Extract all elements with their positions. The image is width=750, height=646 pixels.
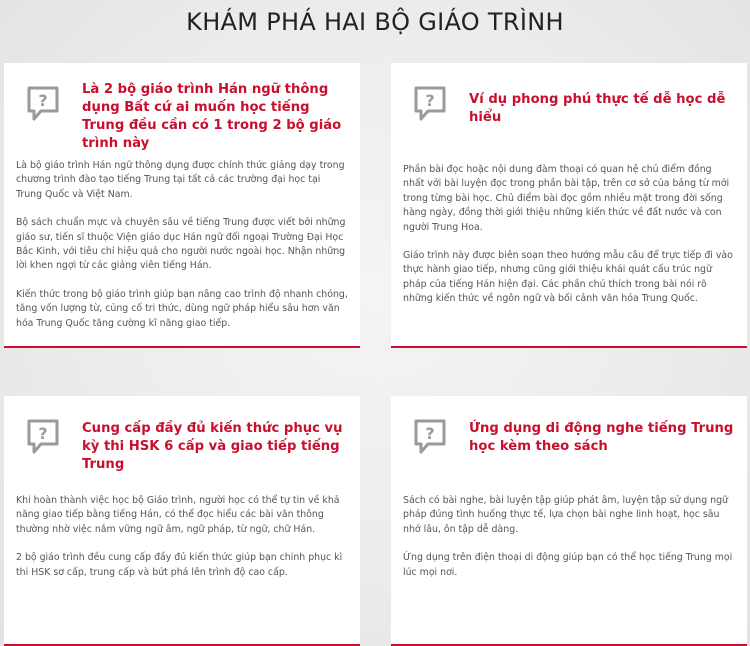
svg-text:?: ? [425, 424, 435, 443]
feature-card-4 [391, 396, 747, 646]
svg-text:?: ? [425, 91, 435, 110]
feature-card-1 [4, 63, 360, 348]
card-header [413, 81, 737, 127]
card-paragraph: Giáo trình này được biên soạn theo hướng mẫu câu để trực tiếp đi vào thực hành giao tiếp, nhưng cũng giới thiệu khái quát cấu trúc ngữ pháp của tiếng Hán hiện đại. Các phần chú thích trong bài nói rõ những kiến thức về ngôn ngữ và bối cảnh văn hóa Trung Quốc. [403, 250, 733, 305]
page-title: KHÁM PHÁ HAI BỘ GIÁO TRÌNH [186, 8, 564, 36]
card-header [26, 414, 350, 474]
question-chat-icon [413, 418, 447, 456]
card-header [413, 414, 737, 456]
feature-card-3 [4, 396, 360, 646]
card-body [403, 163, 735, 321]
question-chat-icon [26, 418, 60, 456]
card-paragraph: Kiến thức trong bộ giáo trình giúp bạn nâng cao trình độ nhanh chóng, tăng vốn lượng từ, củng cố tri thức, dùng ngữ pháp hiểu sâu hơn văn hóa Trung Quốc tăng cường kĩ năng giao tiếp. [16, 288, 348, 329]
card-title: Là 2 bộ giáo trình Hán ngữ thông dụng Bất cứ ai muốn học tiếng Trung đều cần có 1 trong 2 bộ giáo trình này [82, 82, 342, 151]
card-paragraph: Phần bài đọc hoặc nội dung đàm thoại có quan hệ chủ điểm đồng nhất với bài luyện đọc trong phần bài tập, trên cơ sở của bảng từ mới trong từng bài học. Chủ điểm bài đọc gồm nhiều mặt trong đời sống hàng ngày, đồng thời giới thiệu những kiến thức về đất nước và con người Trung Hoa. [403, 164, 730, 233]
card-title: Cung cấp đầy đủ kiến thức phục vụ kỳ thi HSK 6 cấp và giao tiếp tiếng Trung [82, 421, 343, 472]
card-title: Ví dụ phong phú thực tế dễ học dễ hiểu [469, 92, 726, 125]
card-paragraph: Sách có bài nghe, bài luyện tập giúp phát âm, luyện tập sử dụng ngữ pháp đúng tình huống thực tế, lựa chọn bài nghe linh hoạt, học sâu nhớ lâu, ôn tập dễ dàng. [403, 495, 729, 535]
card-paragraph: 2 bộ giáo trình đều cung cấp đầy đủ kiến thức giúp bạn chinh phục kì thi HSK sơ cấp, trung cấp và bứt phá lên trình độ cao cấp. [16, 552, 343, 578]
feature-card-2 [391, 63, 747, 348]
svg-text:?: ? [38, 91, 48, 110]
card-body [16, 494, 348, 594]
card-paragraph: Là bộ giáo trình Hán ngữ thông dụng được chính thức giảng dạy trong chương trình đào tạo tiếng Trung tại tất cả các trường đại học tại Trung Quốc và Việt Nam. [16, 160, 345, 200]
card-title: Ứng dụng di động nghe tiếng Trung học kèm theo sách [469, 421, 734, 454]
card-body [16, 159, 348, 345]
card-body [403, 494, 735, 594]
card-header [26, 81, 350, 153]
card-paragraph: Ứng dụng trên điện thoại di động giúp bạn có thể học tiếng Trung mọi lúc mọi nơi. [403, 552, 733, 578]
svg-text:?: ? [38, 424, 48, 443]
card-paragraph: Bộ sách chuẩn mực và chuyên sâu về tiếng Trung được viết bởi những giáo sư, tiến sĩ thuộc Viện giáo dục Hán ngữ đối ngoại Trường Đại Học Bắc Kinh, với tiêu chí hiệu quả cho người nước ngoài học. Nhận những lời khen ngợi từ các giảng viên tiếng Hán. [16, 217, 346, 272]
card-paragraph: Khi hoàn thành việc học bộ Giáo trình, người học có thể tự tin về khả năng giao tiếp bằng tiếng Hán, có thể đọc hiểu các bài văn thông thường nhờ việc nắm vững ngữ âm, ngữ pháp, từ ngữ, chữ Hán. [16, 495, 340, 535]
question-chat-icon [26, 85, 60, 123]
question-chat-icon [413, 85, 447, 123]
